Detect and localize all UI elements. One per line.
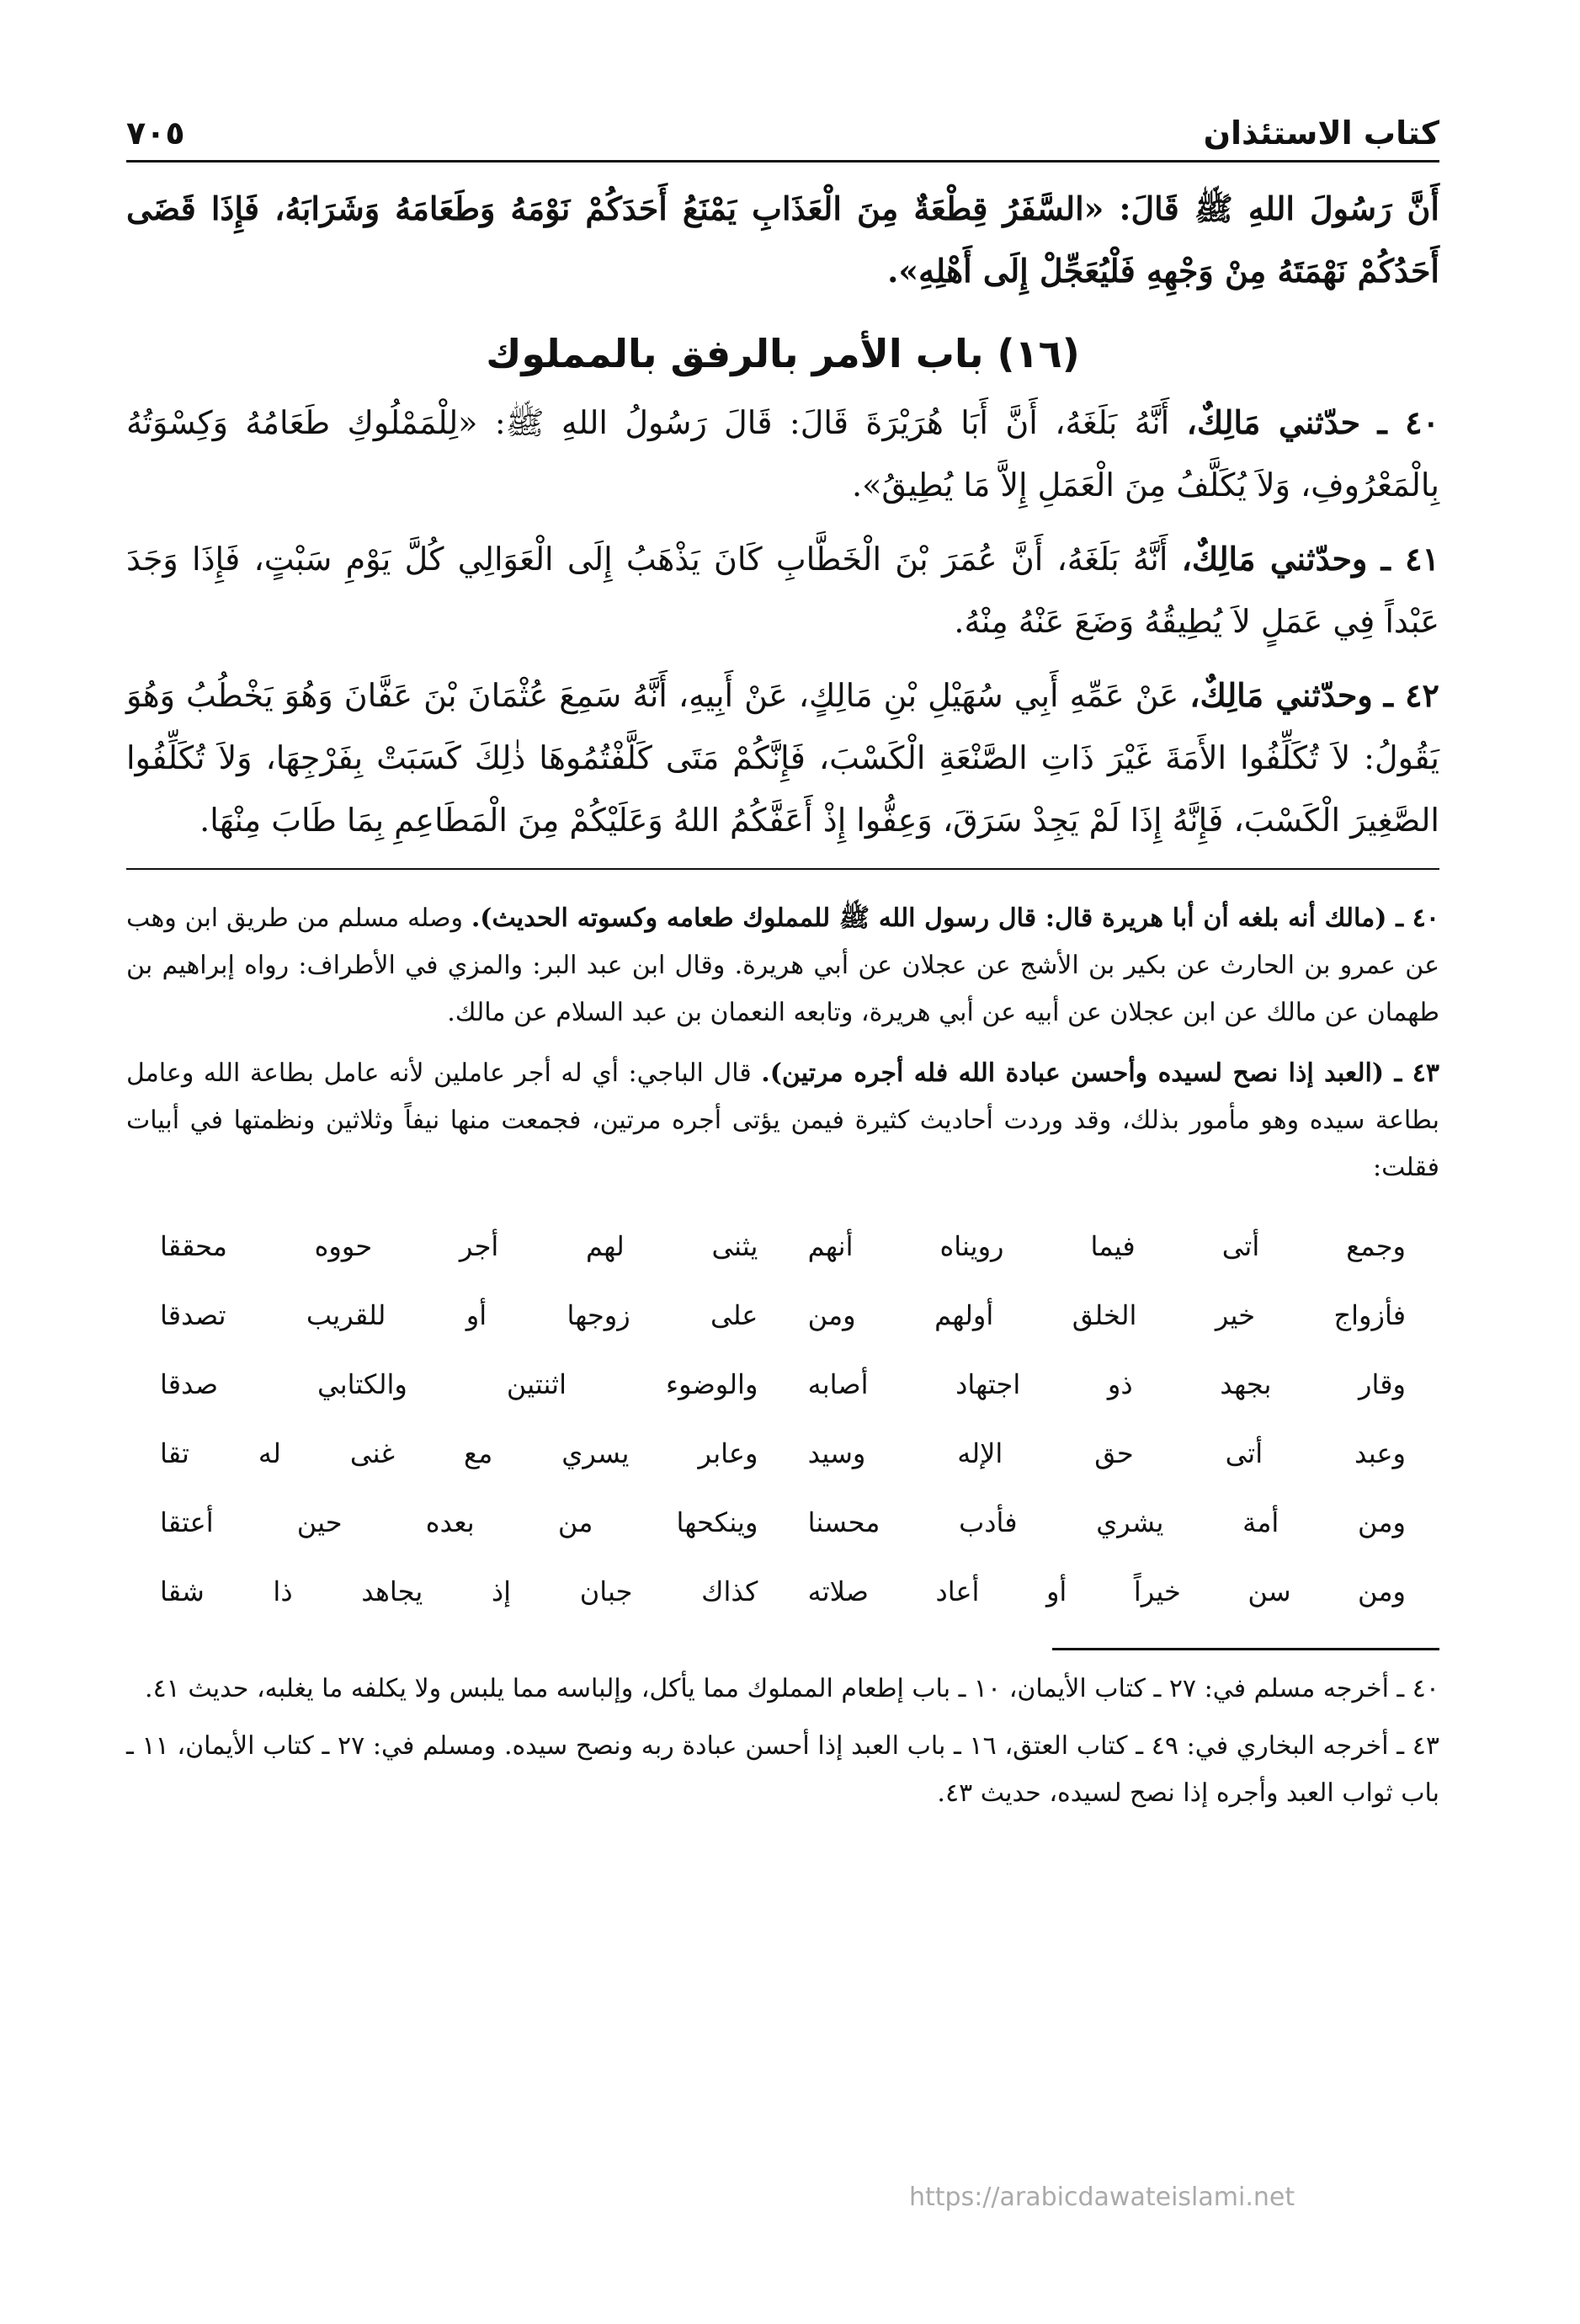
hadith-number: ٤١ ـ [1381, 540, 1439, 578]
intro-paragraph [126, 178, 1439, 302]
hadith-number: ٤٢ ـ [1383, 676, 1439, 714]
verse-second-hemistich: وعابر يسري مع غنى له تقا [160, 1437, 758, 1469]
verse-first-hemistich: وجمع أتى فيما رويناه أنهم [807, 1230, 1406, 1262]
running-header [126, 93, 1439, 152]
page-number: ٧٠٥ [126, 115, 185, 152]
verse-second-hemistich: على زوجها أو للقريب تصدقا [160, 1299, 758, 1331]
footnotes [126, 1666, 1439, 1817]
verse-first-hemistich: ومن أمة يشري فأدب محسنا [807, 1506, 1406, 1538]
verse-first-hemistich: ومن سن خيراً أو أعاد صلاته [807, 1575, 1406, 1607]
footnote-rule [1052, 1648, 1439, 1650]
poem-verse [126, 1419, 1439, 1488]
verse-first-hemistich: فأزواج خير الخلق أولهم ومن [807, 1299, 1406, 1331]
hadith-text: أَنَّهُ بَلَغَهُ، أَنَّ عُمَرَ بْنَ الْخَطَّابِ كَانَ يَذْهَبُ إِلَى الْعَوَالِي كُلَّ يَوْمِ سَبْتٍ، فَإِذَا وَجَدَ عَبْداً فِي عَمَلٍ لاَ يُطِيقُهُ وَضَعَ عَنْهُ مِنْهُ. [126, 541, 1439, 640]
poem-verse [126, 1557, 1439, 1626]
hadith-42 [126, 664, 1439, 851]
verse-second-hemistich: والوضوء اثنتين والكتابي صدقا [160, 1368, 758, 1400]
commentary-rule [126, 868, 1439, 870]
poem-verse [126, 1212, 1439, 1281]
commentary-43 [126, 1050, 1439, 1191]
verse-first-hemistich: وعبد أتى حق الإله وسيد [807, 1437, 1406, 1469]
hadith-41 [126, 528, 1439, 653]
footnote-40: ٤٠ ـ أخرجه مسلم في: ٢٧ ـ كتاب الأيمان، ١٠ ـ باب إطعام المملوك مما يأكل، وإلباسه مما يلبس ولا يكلفه ما يغلبه، حديث ٤١. [145, 1674, 1439, 1703]
watermark-url: https://arabicdawateislami.net [909, 2183, 1295, 2212]
header-rule [126, 160, 1439, 163]
hadith-text: أَنَّهُ بَلَغَهُ، أَنَّ أَبَا هُرَيْرَةَ قَالَ: قَالَ رَسُولُ اللهِ ﷺ: «لِلْمَمْلُوكِ طَعَامُهُ وَكِسْوَتُهُ بِالْمَعْرُوفِ، وَلاَ يُكَلَّفُ مِنَ الْعَمَلِ إِلاَّ مَا يُطِيقُ». [126, 404, 1439, 504]
commentary-40 [126, 895, 1439, 1037]
commentary [126, 895, 1439, 1191]
chapter-title: (١٦) باب الأمر بالرفق بالمملوك [486, 331, 1080, 376]
footnote-43: ٤٣ ـ أخرجه البخاري في: ٤٩ ـ كتاب العتق، ١٦ ـ باب العبد إذا أحسن عبادة ربه ونصح سيده. ومسلم في: ٢٧ ـ كتاب الأيمان، ١١ ـ باب ثواب العبد وأجره إذا نصح لسيده، حديث ٤٣. [126, 1731, 1439, 1808]
verse-second-hemistich: كذاك جبان إذ يجاهد ذا شقا [160, 1575, 758, 1607]
book-title: كتاب الاستئذان [1203, 115, 1439, 152]
hadith-text: عَنْ عَمِّهِ أَبِي سُهَيْلِ بْنِ مَالِكٍ، عَنْ أَبِيهِ، أَنَّهُ سَمِعَ عُثْمَانَ بْنَ عَفَّانَ وَهُوَ يَخْطُبُ وَهُوَ يَقُولُ: لاَ تُكَلِّفُوا الأَمَةَ غَيْرَ ذَاتِ الصَّنْعَةِ الْكَسْبَ، فَإِنَّكُمْ مَتَى كَلَّفْتُمُوهَا ذٰلِكَ كَسَبَتْ بِفَرْجِهَا، وَلاَ تُكَلِّفُوا الصَّغِيرَ الْكَسْبَ، فَإِنَّهُ إِذَا لَمْ يَجِدْ سَرَقَ، وَعِفُّوا إِذْ أَعَفَّكُمُ اللهُ وَعَلَيْكُمْ مِنَ الْمَطَاعِمِ بِمَا طَابَ مِنْهَا. [126, 677, 1439, 839]
commentary-text: وصله مسلم من طريق ابن وهب عن عمرو بن الحارث عن بكير بن الأشج عن عجلان عن أبي هريرة. وقال ابن عبد البر: والمزي في الأطراف: رواه إبراهيم بن طهمان عن مالك عن ابن عجلان عن أبيه عن أبي هريرة، وتابعه النعمان بن عبد السلام عن مالك. [126, 903, 1439, 1027]
commentary-lead: ٤٠ ـ (مالك أنه بلغه أن أبا هريرة قال: قال رسول الله ﷺ للمملوك طعامه وكسوته الحديث). [471, 903, 1439, 933]
hadith-narrator: حدّثني مَالِكٌ، [1186, 403, 1361, 441]
hadith-narrator: وحدّثني مَالِكٌ، [1189, 676, 1373, 714]
intro-text: أَنَّ رَسُولَ اللهِ ﷺ قَالَ: «السَّفَرُ قِطْعَةٌ مِنَ الْعَذَابِ يَمْنَعُ أَحَدَكُمْ نَوْمَهُ وَطَعَامَهُ وَشَرَابَهُ، فَإِذَا قَضَى أَحَدُكُمْ نَهْمَتَهُ مِنْ وَجْهِهِ فَلْيُعَجِّلْ إِلَى أَهْلِهِ». [126, 189, 1439, 290]
commentary-lead: ٤٣ ـ (العبد إذا نصح لسيده وأحسن عبادة الله فله أجره مرتين). [761, 1058, 1439, 1088]
verse-second-hemistich: وينكحها من بعده حين أعتقا [160, 1506, 758, 1538]
poem-verse [126, 1488, 1439, 1557]
poem [126, 1212, 1439, 1626]
poem-verse [126, 1281, 1439, 1350]
verse-second-hemistich: يثنى لهم أجر حووه محققا [160, 1230, 758, 1262]
commentary-text: قال الباجي: أي له أجر عاملين لأنه عامل بطاعة الله وعامل بطاعة سيده وهو مأمور بذلك، وقد وردت أحاديث كثيرة فيمن يؤتى أجره مرتين، فجمعت منها نيفاً وثلاثين ونظمتها في أبيات فقلت: [126, 1058, 1439, 1182]
book-page [126, 93, 1439, 1817]
hadith-narrator: وحدّثني مَالِكٌ، [1181, 540, 1368, 578]
poem-verse [126, 1350, 1439, 1419]
hadith-40 [126, 392, 1439, 516]
verse-first-hemistich: وقار بجهد ذو اجتهاد أصابه [807, 1368, 1406, 1400]
hadith-number: ٤٠ ـ [1377, 403, 1439, 441]
